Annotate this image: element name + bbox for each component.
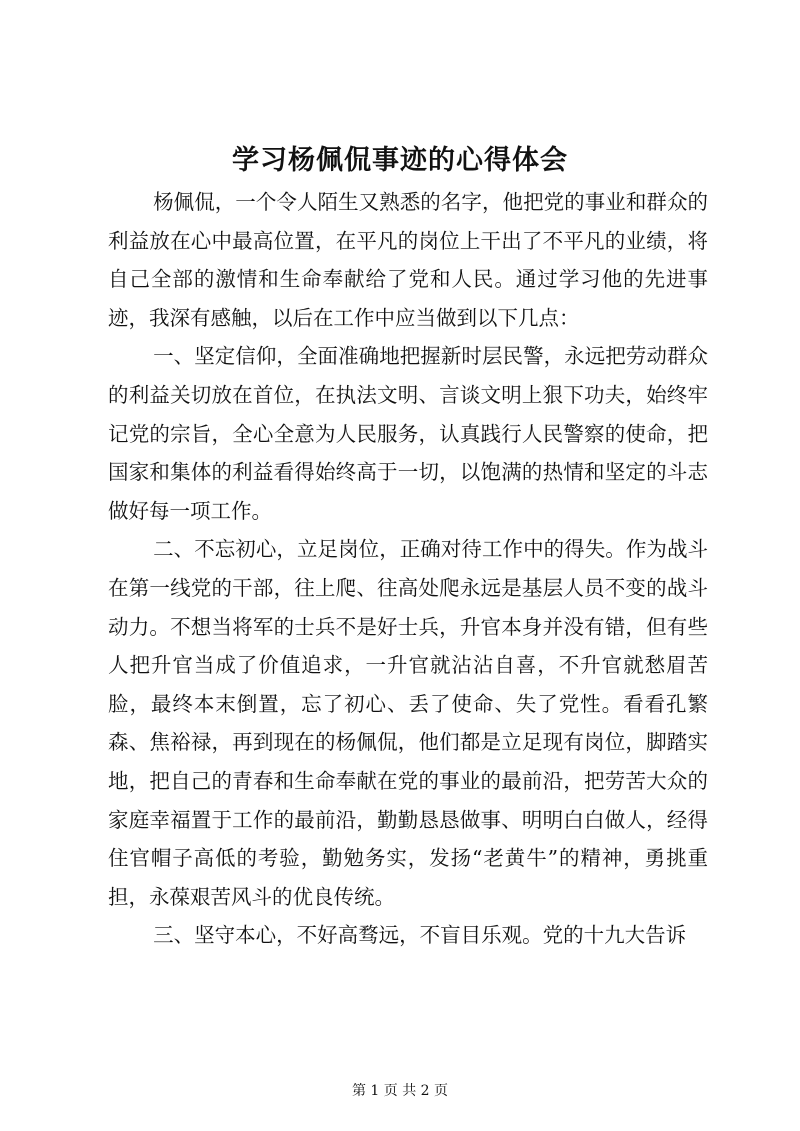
paragraph-point-one: 一、坚定信仰，全面准确地把握新时层民警，永远把劳动群众的利益关切放在首位，在执法文明、言谈文明上狠下功夫，始终牢记党的宗旨，全心全意为人民服务，认真践行人民警察的使命，把国家和集体的利益看得始终高于一切，以饱满的热情和坚定的斗志做好每一项工作。 (108, 344, 708, 523)
page-number-footer: 第 1 页 共 2 页 (351, 1083, 449, 1099)
document-body (108, 183, 708, 955)
paragraph-intro: 杨佩侃，一个令人陌生又熟悉的名字，他把党的事业和群众的利益放在心中最高位置，在平凡的岗位上干出了不平凡的业绩，将自己全部的激情和生命奉献给了党和人民。通过学习他的先进事迹，我深有感触，以后在工作中应当做到以下几点： (108, 190, 708, 330)
paragraph-point-two: 二、不忘初心，立足岗位，正确对待工作中的得失。作为战斗在第一线党的干部，往上爬、往高处爬永远是基层人员不变的战斗动力。不想当将军的士兵不是好士兵，升官本身并没有错，但有些人把升官当成了价值追求，一升官就沾沾自喜，不升官就愁眉苦脸，最终本末倒置，忘了初心、丢了使命、失了党性。看看孔繁森、焦裕禄，再到现在的杨佩侃，他们都是立足现有岗位，脚踏实地，把自己的青春和生命奉献在党的事业的最前沿，把劳苦大众的家庭幸福置于工作的最前沿，勤勤恳恳做事、明明白白做人，经得住官帽子高低的考验，勤勉务实，发扬“老黄牛”的精神，勇挑重担，永葆艰苦风斗的优良传统。 (108, 537, 708, 909)
paragraph-point-three: 三、坚守本心，不好高骛远，不盲目乐观。党的十九大告诉 (153, 923, 687, 948)
document-title: 学习杨佩侃事迹的心得体会 (232, 145, 568, 176)
